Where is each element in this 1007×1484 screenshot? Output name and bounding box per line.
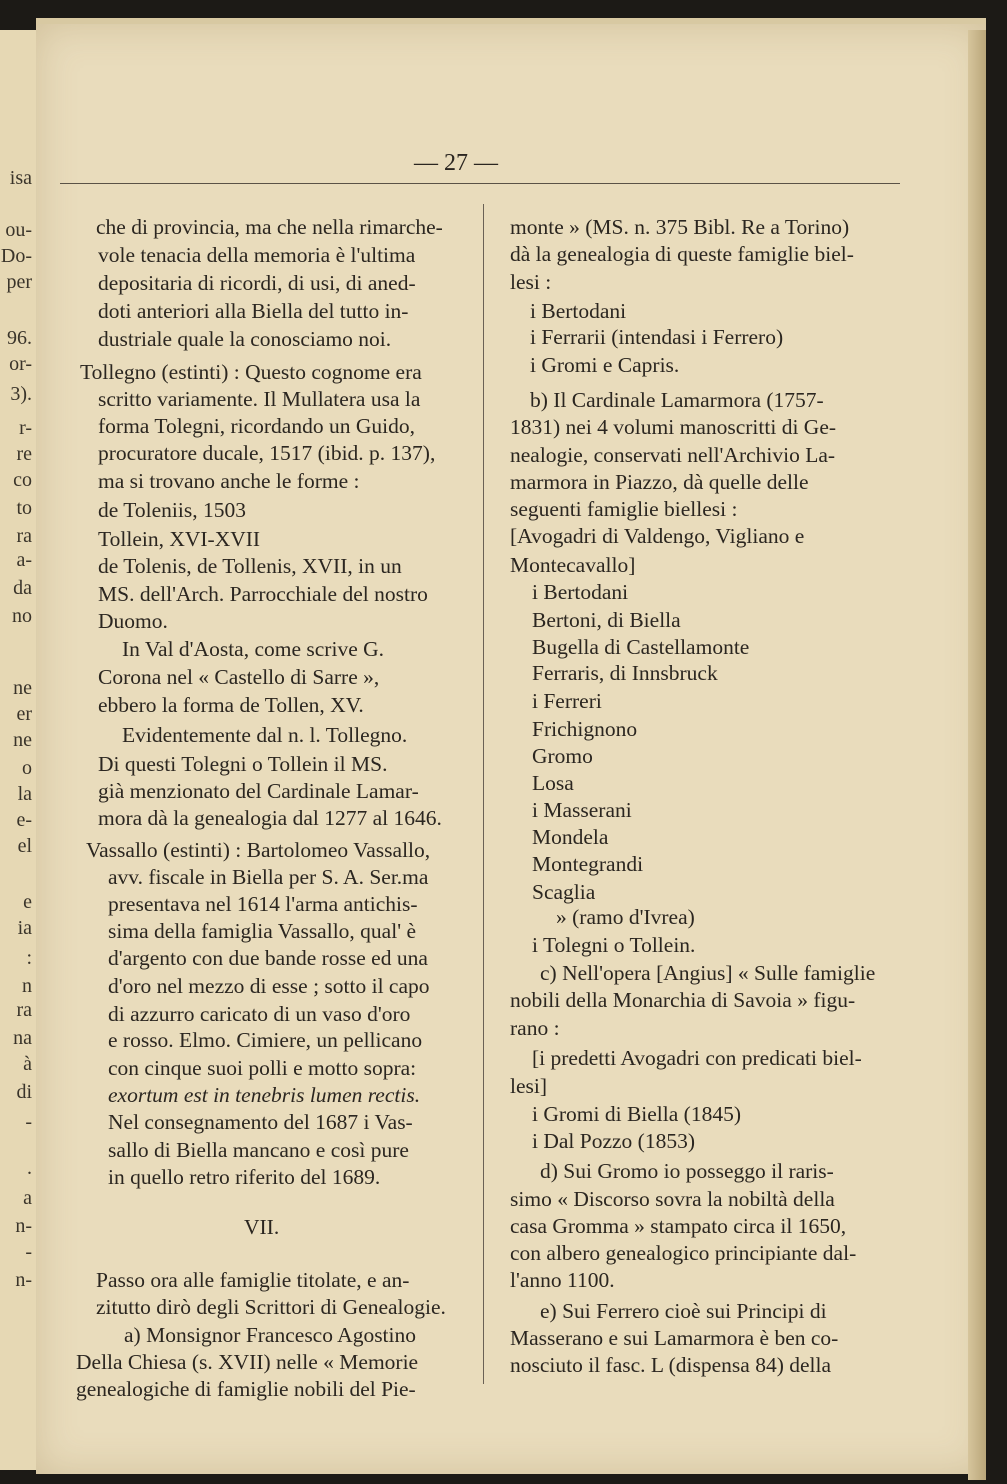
previous-page-fragment: r- [19, 417, 32, 439]
right-column-line: Bugella di Castellamonte [532, 635, 750, 659]
left-column-line: exortum est in tenebris lumen rectis. [108, 1083, 421, 1107]
previous-page-fragment: Do- [0, 245, 32, 267]
left-column-line: VII. [244, 1215, 280, 1239]
right-column-line: l'anno 1100. [510, 1268, 615, 1292]
left-column-line: e rosso. Elmo. Cimiere, un pellicano [108, 1028, 423, 1052]
previous-page-fragment: n [22, 975, 32, 997]
left-column-line: a) Monsignor Francesco Agostino [124, 1323, 417, 1347]
previous-page-fragment: . [27, 1157, 32, 1179]
right-column-line: nealogie, conservati nell'Archivio La- [510, 443, 836, 467]
left-column-line: depositaria di ricordi, di usi, di aned- [98, 271, 416, 295]
previous-page-fragment: isa [9, 167, 32, 189]
left-column-line: MS. dell'Arch. Parrocchiale del nostro [98, 582, 428, 606]
left-column-line: già menzionato del Cardinale Lamar- [98, 779, 419, 803]
right-column-line: Frichignono [532, 717, 638, 741]
left-column-line: Evidentemente dal n. l. Tollegno. [122, 723, 408, 747]
left-column-line: Duomo. [98, 609, 168, 633]
right-column-line: monte » (MS. n. 375 Bibl. Re a Torino) [510, 215, 850, 239]
previous-page-fragment: : [26, 947, 32, 969]
previous-page-fragment: o [22, 757, 32, 779]
left-column-line: d'argento con due bande rosse ed una [108, 946, 428, 970]
left-column-line: doti anteriori alla Biella del tutto in- [98, 299, 409, 323]
right-column-line: Ferraris, di Innsbruck [532, 661, 718, 685]
previous-page-fragment: ra [16, 999, 32, 1021]
previous-page-fragment: di [16, 1081, 32, 1103]
right-column-line: nobili della Monarchia di Savoia » figu- [510, 988, 856, 1012]
previous-page-fragment: or- [9, 353, 32, 375]
right-column-line: Losa [532, 771, 574, 795]
previous-page-fragment: a [23, 1187, 32, 1209]
left-column-line: con cinque suoi polli e motto sopra: [108, 1056, 417, 1080]
previous-page-fragment: ra [16, 525, 32, 547]
right-column-line: i Bertodani [532, 580, 629, 604]
left-column-line: Passo ora alle famiglie titolate, e an- [96, 1268, 410, 1292]
right-column-line: 1831) nei 4 volumi manoscritti di Ge- [510, 415, 837, 439]
previous-page-fragment: a- [16, 549, 32, 571]
right-column-line: Bertoni, di Biella [532, 608, 681, 632]
left-column-line: Vassallo (estinti) : Bartolomeo Vassallo, [86, 838, 431, 862]
left-column-line: ebbero la forma de Tollen, XV. [98, 693, 364, 717]
previous-page-fragment: da [13, 577, 32, 599]
left-column-line: genealogiche di famiglie nobili del Pie- [76, 1377, 416, 1401]
left-column-line: de Toleniis, 1503 [98, 498, 246, 522]
previous-page-fragment: - [25, 1111, 32, 1133]
right-column-line: Mondela [532, 825, 609, 849]
previous-page-edge [0, 30, 37, 1470]
left-column-line: procuratore ducale, 1517 (ibid. p. 137), [98, 441, 436, 465]
previous-page-fragment: - [25, 1241, 32, 1263]
right-column-line: rano : [510, 1016, 560, 1040]
right-column-line: i Bertodani [530, 299, 627, 323]
previous-page-fragment: per [6, 271, 32, 293]
previous-page-fragment: 3). [10, 383, 32, 405]
right-column-line: b) Il Cardinale Lamarmora (1757- [530, 388, 824, 412]
right-column-line: seguenti famiglie biellesi : [510, 497, 738, 521]
previous-page-fragment: la [17, 783, 32, 805]
right-column-line: e) Sui Ferrero cioè sui Principi di [540, 1299, 827, 1323]
right-column-line: i Ferreri [532, 689, 602, 713]
previous-page-fragment: ne [13, 677, 32, 699]
right-column-line: nosciuto il fasc. L (dispensa 84) della [510, 1353, 832, 1377]
right-column-line: con albero genealogico principiante dal- [510, 1241, 857, 1265]
left-column-line: Della Chiesa (s. XVII) nelle « Memorie [76, 1350, 419, 1374]
previous-page-fragment: to [16, 497, 32, 519]
previous-page-fragment: n- [15, 1269, 32, 1291]
book-page [36, 18, 986, 1474]
right-column-line: lesi : [510, 270, 552, 294]
left-column-line: Di questi Tolegni o Tollein il MS. [98, 752, 388, 776]
left-column-line: mora dà la genealogia dal 1277 al 1646. [98, 806, 442, 830]
left-column-line: dustriale quale la conosciamo noi. [98, 327, 392, 351]
page-edge-shadow [968, 30, 986, 1480]
right-column-line: c) Nell'opera [Angius] « Sulle famiglie [540, 961, 876, 985]
previous-page-fragment: à [23, 1053, 32, 1075]
left-column-line: Tollegno (estinti) : Questo cognome era [80, 360, 422, 384]
previous-page-fragment: ne [13, 729, 32, 751]
right-column-line: dà la genealogia di queste famiglie biel- [510, 242, 854, 266]
right-column-line: i Ferrarii (intendasi i Ferrero) [530, 325, 784, 349]
right-column-line: » (ramo d'Ivrea) [556, 905, 695, 929]
left-column-line: Tollein, XVI-XVII [98, 527, 261, 551]
right-column-line: [Avogadri di Valdengo, Vigliano e [510, 524, 805, 548]
previous-page-fragment: 96. [7, 327, 32, 349]
page-number: — 27 — [414, 150, 498, 176]
previous-page-fragment: e [23, 891, 32, 913]
left-column-line: Nel consegnamento del 1687 i Vas- [108, 1110, 413, 1134]
right-column-line: casa Gromma » stampato circa il 1650, [510, 1214, 847, 1238]
right-column-line: Montecavallo] [510, 553, 636, 577]
left-column-line: presentava nel 1614 l'arma antichis- [108, 892, 418, 916]
previous-page-fragment: co [13, 469, 32, 491]
left-column-line: d'oro nel mezzo di esse ; sotto il capo [108, 974, 430, 998]
left-column-line: Corona nel « Castello di Sarre », [98, 665, 380, 689]
previous-page-fragment: ia [17, 917, 32, 939]
left-column-line: che di provincia, ma che nella rimarche- [96, 215, 443, 239]
previous-page-fragment: er [16, 703, 32, 725]
right-column-line: Gromo [532, 744, 593, 768]
left-column-line: ma si trovano anche le forme : [98, 469, 360, 493]
previous-page-fragment: e- [16, 809, 32, 831]
right-column-line: i Gromi di Biella (1845) [532, 1102, 741, 1126]
right-column-line: i Masserani [532, 798, 632, 822]
right-column-line: i Dal Pozzo (1853) [532, 1129, 696, 1153]
left-column-line: in quello retro riferito del 1689. [108, 1165, 381, 1189]
left-column-line: forma Tolegni, ricordando un Guido, [98, 414, 415, 438]
left-column-line: zitutto dirò degli Scrittori di Genealogie. [96, 1295, 446, 1319]
previous-page-fragment: na [13, 1027, 32, 1049]
left-column-line: sima della famiglia Vassallo, qual' è [108, 919, 416, 943]
previous-page-fragment: no [12, 605, 32, 627]
right-column-line: i Tolegni o Tollein. [532, 933, 696, 957]
header-rule [60, 183, 900, 184]
previous-page-fragment: el [17, 835, 32, 857]
left-column-line: scritto variamente. Il Mullatera usa la [98, 387, 421, 411]
right-column-line: Montegrandi [532, 852, 644, 876]
left-column-line: di azzurro caricato di un vaso d'oro [108, 1002, 411, 1026]
right-column-line: simo « Discorso sovra la nobiltà della [510, 1187, 835, 1211]
right-column-line: d) Sui Gromo io posseggo il raris- [540, 1159, 834, 1183]
previous-page-fragment: re [16, 443, 32, 465]
column-divider [483, 204, 484, 1384]
right-column-line: marmora in Piazzo, dà quelle delle [510, 470, 809, 494]
left-column-line: sallo di Biella mancano e così pure [108, 1138, 409, 1162]
right-column-line: i Gromi e Capris. [530, 353, 680, 377]
right-column-line: lesi] [510, 1074, 548, 1098]
left-column-line: avv. fiscale in Biella per S. A. Ser.ma [108, 865, 429, 889]
left-column-line: In Val d'Aosta, come scrive G. [122, 637, 385, 661]
left-column-line: vole tenacia della memoria è l'ultima [98, 243, 416, 267]
right-column-line: [i predetti Avogadri con predicati biel- [532, 1046, 862, 1070]
previous-page-fragment: ou- [5, 219, 32, 241]
right-column-line: Masserano e sui Lamarmora è ben co- [510, 1326, 839, 1350]
right-column-line: Scaglia [532, 880, 596, 904]
previous-page-fragment: n- [15, 1215, 32, 1237]
left-column-line: de Tolenis, de Tollenis, XVII, in un [98, 554, 402, 578]
